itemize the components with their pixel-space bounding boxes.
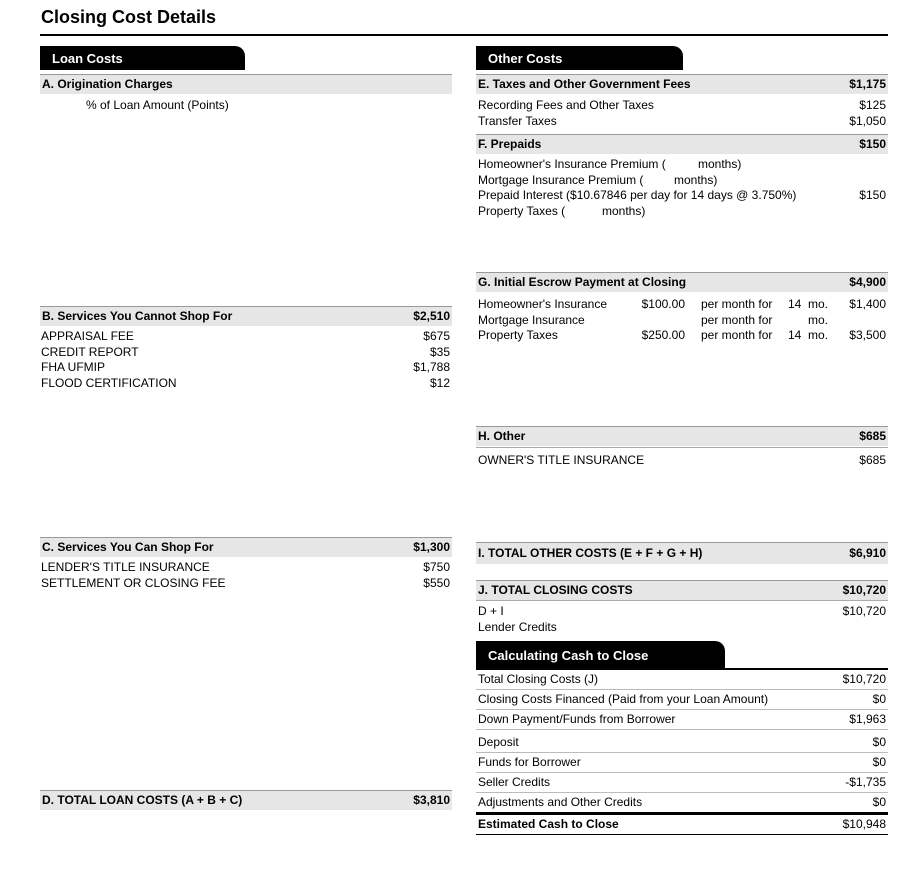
f-item-name: Homeowner's Insurance Premium ( [478,157,666,171]
section-c-header [40,537,452,557]
section-i-header [476,542,888,564]
section-j-items [476,604,888,636]
g-item-rate: $250.00 [641,328,685,342]
b-item-name: FLOOD CERTIFICATION [41,375,177,390]
cash-row-name: Down Payment/Funds from Borrower [478,712,676,726]
cash-row-name: Deposit [478,735,519,749]
f-item-name: Mortgage Insurance Premium ( [478,172,644,187]
g-item-amount: $3,500 [849,328,886,342]
g-item-per: per month for [701,312,773,327]
title-rule [40,34,888,36]
g-item-mo: mo. [808,328,829,342]
cash-row [476,690,888,710]
cash-total-amount: $10,948 [842,817,886,831]
h-item-name: OWNER'S TITLE INSURANCE [478,453,645,467]
cash-row [476,710,888,730]
cash-total-name: Estimated Cash to Close [478,817,619,831]
g-item-name: Mortgage Insurance [478,312,585,327]
section-f-items [476,157,888,221]
section-j-header [476,580,888,600]
section-f-total: $150 [859,137,886,151]
b-item-name: FHA UFMIP [41,360,106,374]
cash-row-amount: $0 [872,795,886,809]
cash-row [476,753,888,773]
cash-row-name: Funds for Borrower [478,755,581,769]
section-e-header [476,74,888,94]
b-item-amount: $35 [429,344,450,359]
cash-row [476,793,888,813]
page-title: Closing Cost Details [41,7,217,27]
cash-row-amount: $1,963 [849,712,886,726]
section-f-header [476,134,888,154]
section-g-label: G. Initial Escrow Payment at Closing [478,275,687,289]
section-d-header [40,790,452,810]
cash-row-amount: $10,720 [842,672,886,686]
f-item-suffix: months) [698,157,742,171]
section-c-items [40,560,452,594]
section-g-header [476,272,888,292]
section-e-total: $1,175 [849,77,886,91]
cash-row-amount: $0 [872,755,886,769]
section-j-rule [476,600,888,601]
f-item-name: Property Taxes ( [478,203,566,218]
c-item-amount: $750 [423,560,450,574]
j-item-amount: $10,720 [842,604,886,618]
e-item-name: Recording Fees and Other Taxes [478,98,654,112]
g-item-months: 14 [788,328,802,342]
points-row: % of Loan Amount (Points) [86,98,229,112]
g-item-per: per month for [701,328,773,342]
section-i-total: $6,910 [849,546,886,560]
g-item-mo: mo. [808,312,829,327]
cash-row-name: Closing Costs Financed (Paid from your Loan Amount) [478,692,769,706]
cash-row-amount: -$1,735 [845,775,886,789]
b-item-amount: $675 [423,329,450,343]
h-item-amount: $685 [859,453,886,467]
g-item-rate: $100.00 [641,297,685,311]
b-item-name: CREDIT REPORT [41,344,139,359]
cash-row-name: Seller Credits [478,775,551,789]
cash-row-amount: $0 [872,692,886,706]
cash-to-close-header: Calculating Cash to Close [476,641,725,668]
section-a-header [40,74,452,94]
f-item-name: Prepaid Interest ($10.67846 per day for 14 days @ 3.750%) [478,188,797,202]
e-item-amount: $1,050 [849,113,886,128]
g-item-per: per month for [701,297,773,311]
j-item-name: D + I [478,604,504,618]
e-item-name: Transfer Taxes [478,113,557,128]
cash-row [476,773,888,793]
cash-row-name: Adjustments and Other Credits [478,795,643,809]
section-h-header [476,426,888,446]
section-j-total: $10,720 [842,583,886,597]
section-h-items [476,453,888,469]
g-item-mo: mo. [808,297,829,311]
section-b-total: $2,510 [413,309,450,323]
e-item-amount: $125 [859,98,886,112]
b-item-amount: $1,788 [413,360,450,374]
section-g-items [476,297,888,345]
section-h-label: H. Other [478,429,526,443]
section-b-label: B. Services You Cannot Shop For [42,309,233,323]
section-b-header [40,306,452,326]
cash-row [476,670,888,690]
section-e-label: E. Taxes and Other Government Fees [478,77,691,91]
g-item-months: 14 [788,297,802,311]
section-h-total: $685 [859,429,886,443]
section-h-rule [476,447,888,448]
loan-costs-header: Loan Costs [40,46,245,70]
section-a-label: A. Origination Charges [42,77,173,91]
cash-row-name: Total Closing Costs (J) [478,672,599,686]
section-d-label: D. TOTAL LOAN COSTS (A + B + C) [42,793,243,807]
f-item-suffix: months) [602,203,646,218]
c-item-amount: $550 [423,575,450,590]
b-item-amount: $12 [429,375,450,390]
f-item-suffix: months) [674,172,718,187]
section-d-total: $3,810 [413,793,450,807]
g-item-amount: $1,400 [849,297,886,311]
j-item-name: Lender Credits [478,619,557,634]
other-costs-header: Other Costs [476,46,683,70]
section-i-label: I. TOTAL OTHER COSTS (E + F + G + H) [478,546,703,560]
section-f-label: F. Prepaids [478,137,542,151]
g-item-name: Property Taxes [478,328,558,342]
section-g-total: $4,900 [849,275,886,289]
g-item-name: Homeowner's Insurance [478,297,608,311]
b-item-name: APPRAISAL FEE [41,329,134,343]
c-item-name: SETTLEMENT OR CLOSING FEE [41,575,226,590]
cash-row [476,733,888,753]
cash-total-row [476,815,888,835]
cash-row-amount: $0 [872,735,886,749]
section-c-total: $1,300 [413,540,450,554]
section-c-label: C. Services You Can Shop For [42,540,214,554]
f-item-amount: $150 [859,188,886,202]
section-b-items [40,329,452,393]
c-item-name: LENDER'S TITLE INSURANCE [41,560,210,574]
section-e-items [476,98,888,130]
section-j-label: J. TOTAL CLOSING COSTS [478,583,633,597]
